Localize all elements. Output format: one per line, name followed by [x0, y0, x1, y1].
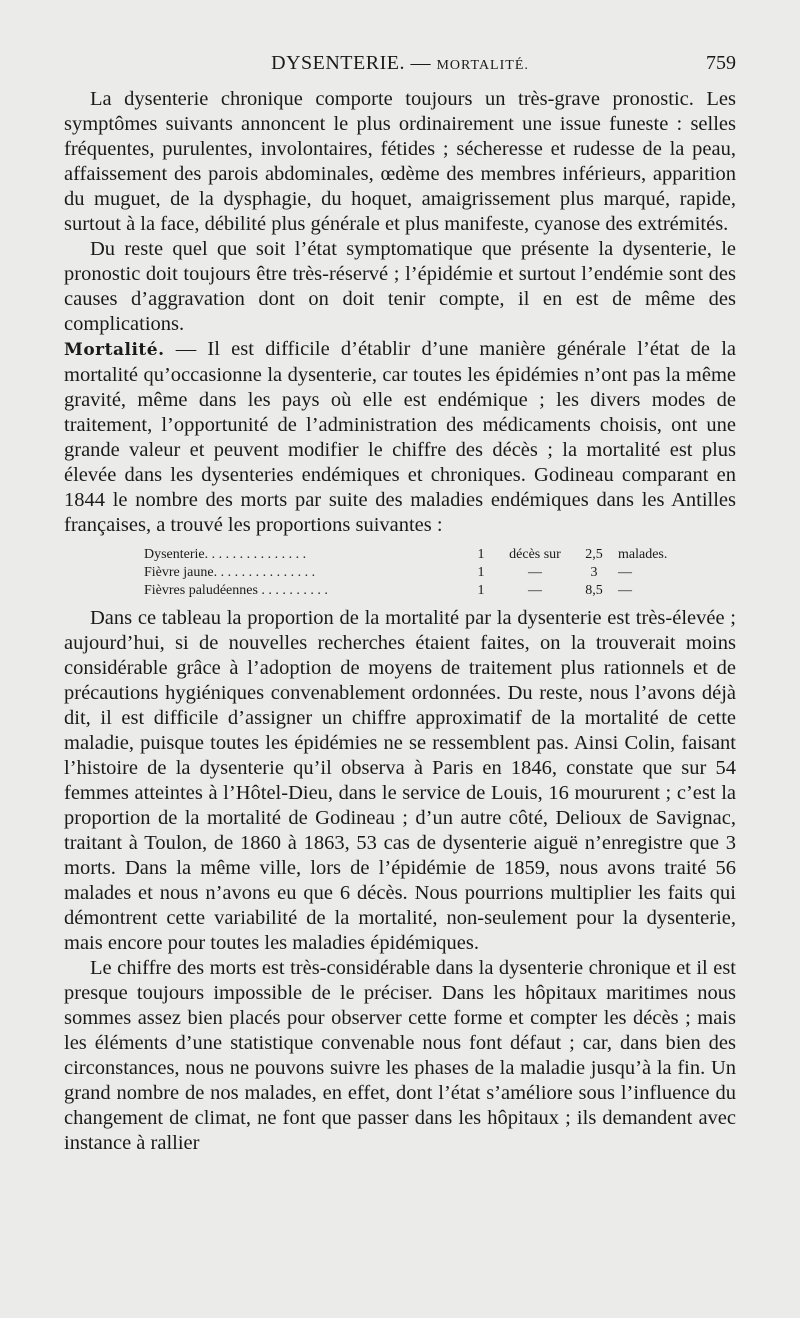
paragraph-chronic-deaths: Le chiffre des morts est très-considérable dans la dysenterie chronique et il est presque toujours impossible de le préciser. Dans les hôpitaux maritimes nous sommes assez bien placés pour observer cette forme et compter les décès ; mais les éléments d’une statistique convenable nous font défaut ; car, dans bien des circonstances, nous ne pouvons suivre les phases de la maladie jusqu’à la fin. Un grand nombre de nos malades, en effet, dont l’état s’améliore sous l’influence du changement de climat, ne font que passer dans les hôpitaux ; ils demandent avec instance à rallier: [64, 957, 736, 1154]
row-label: Dysenterie. . . . . . . . . . . . . . .: [144, 547, 307, 562]
section-title: MORTALITÉ.: [436, 58, 529, 73]
paragraph-reserved-prognosis: Du reste quel que soit l’état symptomatique que présente la dysenterie, le pronostic doit toujours être très-réservé ; l’épidémie et surtout l’endémie sont des causes d’aggravation dont on doit tenir compte, il en est de même des complications.: [64, 238, 736, 335]
row-ratio: 3: [590, 565, 598, 580]
row-ratio: 8,5: [585, 583, 603, 598]
table-row: [144, 564, 702, 582]
running-header: [64, 52, 736, 82]
paragraph-table-comment: Dans ce tableau la proportion de la mortalité par la dysenterie est très-élevée ; aujourd’hui, si de nouvelles recherches étaient faites, on la trouverait moins considérable grâce à l’adoption de moyens de traitement plus rationnels et de précautions hygiéniques convenablement ordonnées. Du reste, nous l’avons déjà dit, il est difficile d’assigner un chiffre approximatif de la mortalité de cette maladie, puisque toutes les épidémies ne se ressemblent pas. Ainsi Colin, faisant l’histoire de la dysenterie qu’il observa à Paris en 1846, constate que sur 54 femmes atteintes à l’Hôtel-Dieu, dans le service de Louis, 16 moururent ; c’est la proportion de la mortalité de Godineau ; d’un autre côté, Delioux de Savignac, traitant à Toulon, de 1860 à 1863, 53 cas de dysenterie aiguë n’enregistre que 3 morts. Dans la même ville, lors de l’épidémie de 1859, nous avons traité 56 malades et nous n’avons eu que 6 décès. Nous pourrions multiplier les faits qui démontrent cette variabilité de la mortalité, non-seulement pour la dysenterie, mais encore pour toutes les maladies épidémiques.: [64, 607, 736, 954]
row-connector: —: [528, 583, 542, 598]
row-ratio: 2,5: [585, 547, 603, 562]
row-unit: —: [618, 583, 632, 598]
row-label: Fièvres paludéennes . . . . . . . . . .: [144, 583, 328, 598]
paragraph-mortality: [64, 337, 736, 538]
mortality-table: [144, 546, 702, 600]
row-connector: décès sur: [509, 547, 561, 562]
page-number: 759: [706, 52, 736, 74]
section-heading-mortality: Mortalité.: [64, 340, 165, 360]
paragraph-mortality-text: — Il est difficile d’établir d’une manière générale l’état de la mortalité qu’occasionne la dysenterie, car toutes les épidémies n’ont pas la même gravité, même dans les pays où elle est endémique ; les divers modes de traitement, l’opportunité de l’administration des médicaments choisis, ont une grande valeur et peuvent modifier le chiffre des décès ; la mortalité est plus élevée dans les dysenteries endémiques et chroniques. Godineau comparant en 1844 le nombre des morts par suite des maladies endémiques dans les Antilles françaises, a trouvé les proportions suivantes :: [64, 338, 736, 536]
row-unit: malades.: [618, 547, 668, 562]
paragraph-prognosis: La dysenterie chronique comporte toujours un très-grave pronostic. Les symptômes suivants annoncent le plus ordinairement une issue funeste : selles fréquentes, purulentes, involontaires, fétides ; sécheresse et rudesse de la peau, affaissement des parois abdominales, œdème des membres inférieurs, apparition du muguet, de la dysphagie, du hoquet, amaigrissement plus marqué, rapide, surtout à la face, débilité plus générale et plus manifeste, cyanose des extrémités.: [64, 88, 736, 235]
row-connector: —: [528, 565, 542, 580]
row-deaths: 1: [477, 547, 485, 562]
page-body: [64, 87, 736, 1156]
table-row: [144, 546, 702, 564]
row-deaths: 1: [477, 565, 485, 580]
running-title: [64, 52, 736, 75]
row-unit: —: [618, 565, 632, 580]
chapter-title: DYSENTERIE. —: [271, 52, 431, 74]
table-row: [144, 582, 702, 600]
row-deaths: 1: [477, 583, 485, 598]
row-label: Fièvre jaune. . . . . . . . . . . . . . .: [144, 565, 316, 580]
